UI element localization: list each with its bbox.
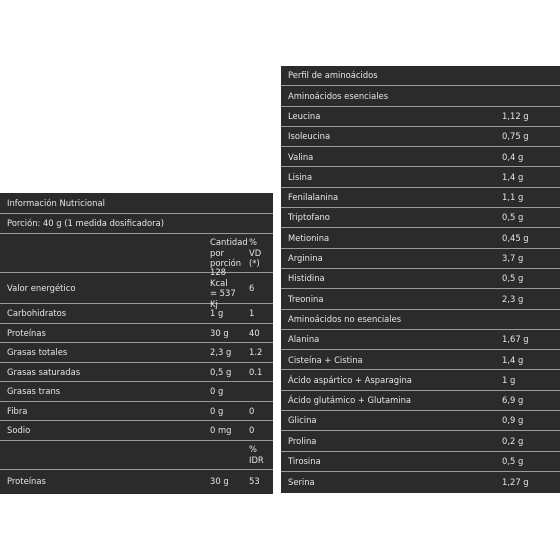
table-row: [281, 208, 560, 228]
amino-value: 6,9 g: [502, 395, 524, 406]
amino-value: 1,27 g: [502, 476, 529, 487]
table-row: [281, 452, 560, 472]
amino-value: 1,12 g: [502, 110, 529, 121]
nutrient-vd: 0.1: [249, 366, 263, 377]
amino-value: 0,5 g: [502, 456, 524, 467]
table-row: [281, 127, 560, 147]
amino-name: Arginina: [288, 253, 323, 264]
nutrient-name: Proteínas: [7, 475, 46, 486]
nutrient-name: Proteínas: [7, 327, 46, 338]
amino-name: Alanina: [288, 334, 320, 345]
table-row: [0, 324, 273, 344]
amino-title: Perfil de aminoácidos: [288, 70, 378, 81]
nutrient-amount: 0,5 g: [210, 366, 232, 377]
nutrient-idr: 53: [249, 475, 260, 486]
amino-name: Prolina: [288, 435, 317, 446]
amino-value: 1,67 g: [502, 334, 529, 345]
idr-header-row: [0, 441, 273, 470]
nutrient-name: Grasas saturadas: [7, 366, 81, 377]
nutrient-vd: 0: [249, 425, 255, 435]
nutrient-vd: 6: [249, 282, 255, 293]
nutrient-amount: 30 g: [210, 327, 229, 338]
nutrient-amount: 30 g: [210, 475, 229, 486]
amino-value: 0,4 g: [502, 151, 524, 162]
amino-name: Ácido aspártico + Asparagina: [288, 374, 412, 385]
amino-value: 0,9 g: [502, 415, 524, 426]
amino-value: 1,4 g: [502, 354, 524, 365]
table-row: [281, 330, 560, 350]
table-row: [0, 402, 273, 422]
table-row: [0, 363, 273, 383]
amino-value: 0,45 g: [502, 232, 529, 243]
table-row: [281, 431, 560, 451]
nutrition-title-row: [0, 193, 273, 214]
table-row: [281, 391, 560, 411]
amino-name: Treonina: [288, 293, 324, 304]
amino-name: Lisina: [288, 171, 313, 182]
nonessential-section-title: Aminoácidos no esenciales: [288, 313, 402, 324]
amino-name: Metionina: [288, 232, 330, 243]
amino-name: Triptofano: [288, 212, 330, 223]
table-row: [281, 472, 560, 492]
nutrient-name: Fibra: [7, 405, 28, 416]
nutrient-amount: 0 g: [210, 386, 224, 396]
amino-value: 0,5 g: [502, 273, 524, 284]
portion-row: [0, 214, 273, 234]
nutrient-vd: 40: [249, 327, 260, 338]
portion-label: Porción: 40 g (1 medida dosificadora): [7, 218, 165, 229]
nutrient-name: Valor energético: [7, 282, 76, 293]
table-row: [281, 350, 560, 370]
table-row: [0, 470, 273, 493]
amino-name: Cisteína + Cistina: [288, 354, 363, 365]
amino-value: 0,2 g: [502, 435, 524, 446]
amino-value: 0,75 g: [502, 131, 529, 142]
table-row: [281, 107, 560, 127]
nutrient-amount: 0 mg: [210, 425, 232, 435]
table-row: [0, 382, 273, 402]
table-row: [281, 249, 560, 269]
header-vd: % VD (*): [249, 237, 262, 269]
amino-value: 2,3 g: [502, 293, 524, 304]
amino-value: 1 g: [502, 374, 516, 385]
nutrient-amount: 2,3 g: [210, 347, 232, 357]
table-row: [0, 343, 273, 363]
amino-value: 0,5 g: [502, 212, 524, 223]
nutrient-vd: 1.2: [249, 347, 263, 357]
table-row: [281, 167, 560, 187]
nutrition-title: Información Nutricional: [7, 197, 105, 208]
amino-acid-profile-table: [281, 66, 560, 493]
amino-value: 3,7 g: [502, 253, 524, 264]
table-row: [0, 267, 273, 309]
essential-section-row: [281, 86, 560, 106]
amino-name: Glicina: [288, 415, 317, 426]
header-idr: % IDR: [249, 444, 264, 465]
table-row: [281, 411, 560, 431]
table-row: [281, 188, 560, 208]
header-amount: Cantidad por porción: [210, 237, 248, 269]
nonessential-section-row: [281, 310, 560, 330]
amino-name: Histidina: [288, 273, 325, 284]
amino-name: Ácido glutámico + Glutamina: [288, 395, 412, 406]
nutrition-facts-table: [0, 193, 273, 494]
nutrient-amount: 0 g: [210, 405, 224, 416]
nutrient-name: Grasas totales: [7, 347, 68, 357]
amino-name: Leucina: [288, 110, 321, 121]
amino-value: 1,1 g: [502, 192, 524, 203]
amino-title-row: [281, 66, 560, 86]
nutrient-name: Grasas trans: [7, 386, 61, 396]
amino-name: Isoleucina: [288, 131, 331, 142]
table-row: [281, 228, 560, 248]
table-row: [0, 421, 273, 441]
essential-section-title: Aminoácidos esenciales: [288, 90, 389, 101]
nutrient-vd: 0: [249, 405, 255, 416]
amino-name: Fenilalanina: [288, 192, 339, 203]
amino-value: 1,4 g: [502, 171, 524, 182]
amino-name: Valina: [288, 151, 314, 162]
amino-name: Tirosina: [288, 456, 321, 467]
table-row: [281, 147, 560, 167]
amino-name: Serina: [288, 476, 315, 487]
nutrient-name: Sodio: [7, 425, 31, 435]
nutrient-amount: 1 g: [210, 308, 224, 318]
nutrient-amount: 128 Kcal = 537 Kj: [210, 267, 236, 309]
table-row: [281, 370, 560, 390]
table-row: [281, 289, 560, 309]
table-row: [281, 269, 560, 289]
nutrient-vd: 1: [249, 308, 255, 318]
nutrient-name: Carbohidratos: [7, 308, 67, 318]
